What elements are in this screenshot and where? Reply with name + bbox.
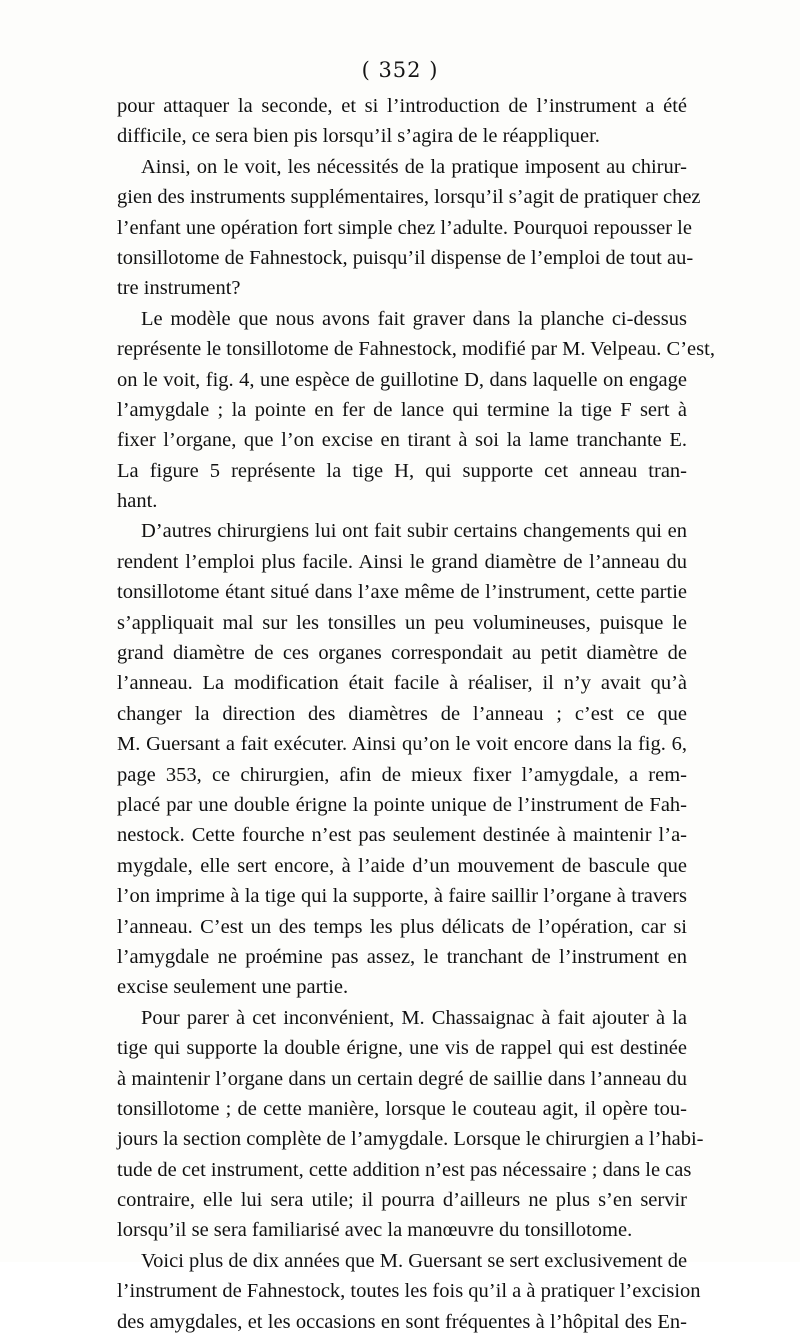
text-line: nestock. Cette fourche n’est pas seulement destinée à maintenir l’a- (117, 824, 687, 847)
text-line: fixer l’organe, que l’on excise en tirant à soi la lame tranchante E. (117, 429, 687, 452)
text-line: on le voit, fig. 4, une espèce de guillotine D, dans laquelle on engage (117, 368, 687, 391)
text-line: contraire, elle lui sera utile; il pourra d’ailleurs ne plus s’en servir (117, 1189, 687, 1212)
text-line: l’instrument de Fahnestock, toutes les fois qu’il a à pratiquer l’excision (117, 1280, 701, 1303)
text-line: changer la direction des diamètres de l’anneau ; c’est ce que (117, 702, 687, 725)
text-line: l’on imprime à la tige qui la supporte, à faire saillir l’organe à travers (117, 885, 687, 908)
text-line: l’enfant une opération fort simple chez l’adulte. Pourquoi repousser le (117, 216, 692, 239)
text-line: mygdale, elle sert encore, à l’aide d’un mouvement de bascule que (117, 854, 687, 877)
paragraph-start-line: Pour parer à cet inconvénient, M. Chassaignac à fait ajouter à la (141, 1006, 687, 1029)
text-line: lorsqu’il se sera familiarisé avec la manœuvre du tonsillotome. (117, 1219, 633, 1242)
text-line: page 353, ce chirurgien, afin de mieux fixer l’amygdale, a rem- (117, 763, 687, 786)
text-line: difficile, ce sera bien pis lorsqu’il s’agira de le réappliquer. (117, 125, 600, 148)
text-line: l’anneau. La modification était facile à réaliser, il n’y avait qu’à (117, 672, 687, 695)
text-line: tude de cet instrument, cette addition n’est pas nécessaire ; dans le cas (117, 1158, 692, 1181)
text-line: gien des instruments supplémentaires, lorsqu’il s’agit de pratiquer chez (117, 186, 701, 209)
text-line: tonsillotome de Fahnestock, puisqu’il dispense de l’emploi de tout au- (117, 246, 694, 269)
text-line: La figure 5 représente la tige H, qui supporte cet anneau tran- (117, 459, 687, 482)
text-line: grand diamètre de ces organes correspondait au petit diamètre de (117, 642, 687, 665)
text-line: l’amygdale ne proémine pas assez, le tranchant de l’instrument en (117, 945, 687, 968)
paragraph-start-line: Ainsi, on le voit, les nécessités de la pratique imposent au chirur- (141, 155, 687, 178)
text-line: pour attaquer la seconde, et si l’introduction de l’instrument a été (117, 95, 687, 117)
text-line: des amygdales, et les occasions en sont fréquentes à l’hôpital des En- (117, 1310, 687, 1333)
text-line: tre instrument? (117, 277, 241, 300)
text-line: représente le tonsillotome de Fahnestock, modifié par M. Velpeau. C’est, (117, 338, 715, 361)
text-line: tige qui supporte la double érigne, une vis de rappel qui est destinée (117, 1037, 687, 1060)
text-line: s’appliquait mal sur les tonsilles un peu volumineuses, puisque le (117, 611, 687, 634)
text-line: placé par une double érigne la pointe unique de l’instrument de Fah- (117, 793, 687, 816)
text-line: tonsillotome étant situé dans l’axe même de l’instrument, cette partie (117, 581, 687, 604)
text-line: M. Guersant a fait exécuter. Ainsi qu’on le voit encore dans la fig. 6, (117, 733, 687, 756)
text-line: rendent l’emploi plus facile. Ainsi le grand diamètre de l’anneau du (117, 550, 687, 573)
paragraph-start-line: D’autres chirurgiens lui ont fait subir certains changements qui en (141, 520, 687, 543)
body-text (117, 91, 715, 1337)
paragraph-start-line: Le modèle que nous avons fait graver dans la planche ci-dessus (141, 307, 687, 330)
text-line: tonsillotome ; de cette manière, lorsque le couteau agit, il opère tou- (117, 1097, 687, 1120)
paragraph-start-line: Voici plus de dix années que M. Guersant se sert exclusivement de (141, 1249, 688, 1272)
text-line: excise seulement une partie. (117, 976, 349, 999)
text-line: jours la section complète de l’amygdale. Lorsque le chirurgien a l’habi- (117, 1128, 704, 1151)
text-line: à maintenir l’organe dans un certain degré de saillie dans l’anneau du (117, 1067, 687, 1090)
text-line: l’amygdale ; la pointe en fer de lance qui termine la tige F sert à (117, 398, 687, 421)
text-line: l’anneau. C’est un des temps les plus délicats de l’opération, car si (117, 915, 687, 938)
text-line: hant. (117, 490, 158, 513)
page-number: ( 352 ) (361, 58, 439, 82)
